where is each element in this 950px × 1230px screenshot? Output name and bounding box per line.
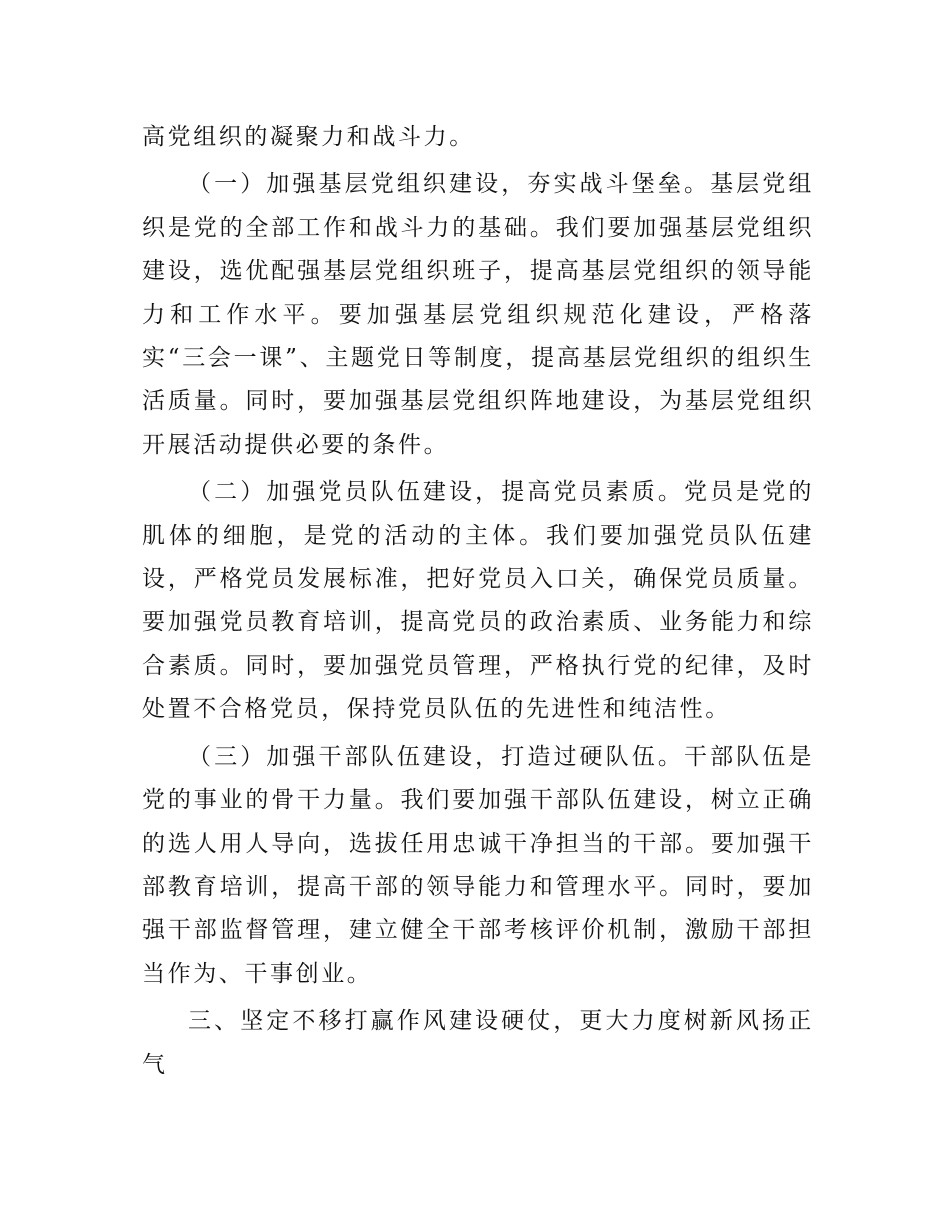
document-body — [142, 116, 814, 1087]
paragraph-section-2: （二）加强党员队伍建设，提高党员素质。党员是党的肌体的细胞，是党的活动的主体。我们要加强党员队伍建设，严格党员发展标准，把好党员入口关，确保党员质量。要加强党员教育培训，提高党员的政治素质、业务能力和综合素质。同时，要加强党员管理，严格执行党的纪律，及时处置不合格党员，保持党员队伍的先进性和纯洁性。 — [142, 479, 814, 723]
paragraph-section-3: （三）加强干部队伍建设，打造过硬队伍。干部队伍是党的事业的骨干力量。我们要加强干部队伍建设，树立正确的选人用人导向，选拔任用忠诚干净担当的干部。要加强干部教育培训，提高干部的领导能力和管理水平。同时，要加强干部监督管理，建立健全干部考核评价机制，激励干部担当作为、干事创业。 — [142, 743, 814, 987]
section-heading: 三、坚定不移打赢作风建设硬仗，更大力度树新风扬正气 — [142, 1008, 814, 1078]
paragraph-section-1: （一）加强基层党组织建设，夯实战斗堡垒。基层党组织是党的全部工作和战斗力的基础。我们要加强基层党组织建设，选优配强基层党组织班子，提高基层党组织的领导能力和工作水平。要加强基层党组织规范化建设，严格落实“三会一课”、主题党日等制度，提高基层党组织的组织生活质量。同时，要加强基层党组织阵地建设，为基层党组织开展活动提供必要的条件。 — [142, 171, 814, 458]
paragraph-continuation: 高党组织的凝聚力和战斗力。 — [142, 124, 475, 150]
